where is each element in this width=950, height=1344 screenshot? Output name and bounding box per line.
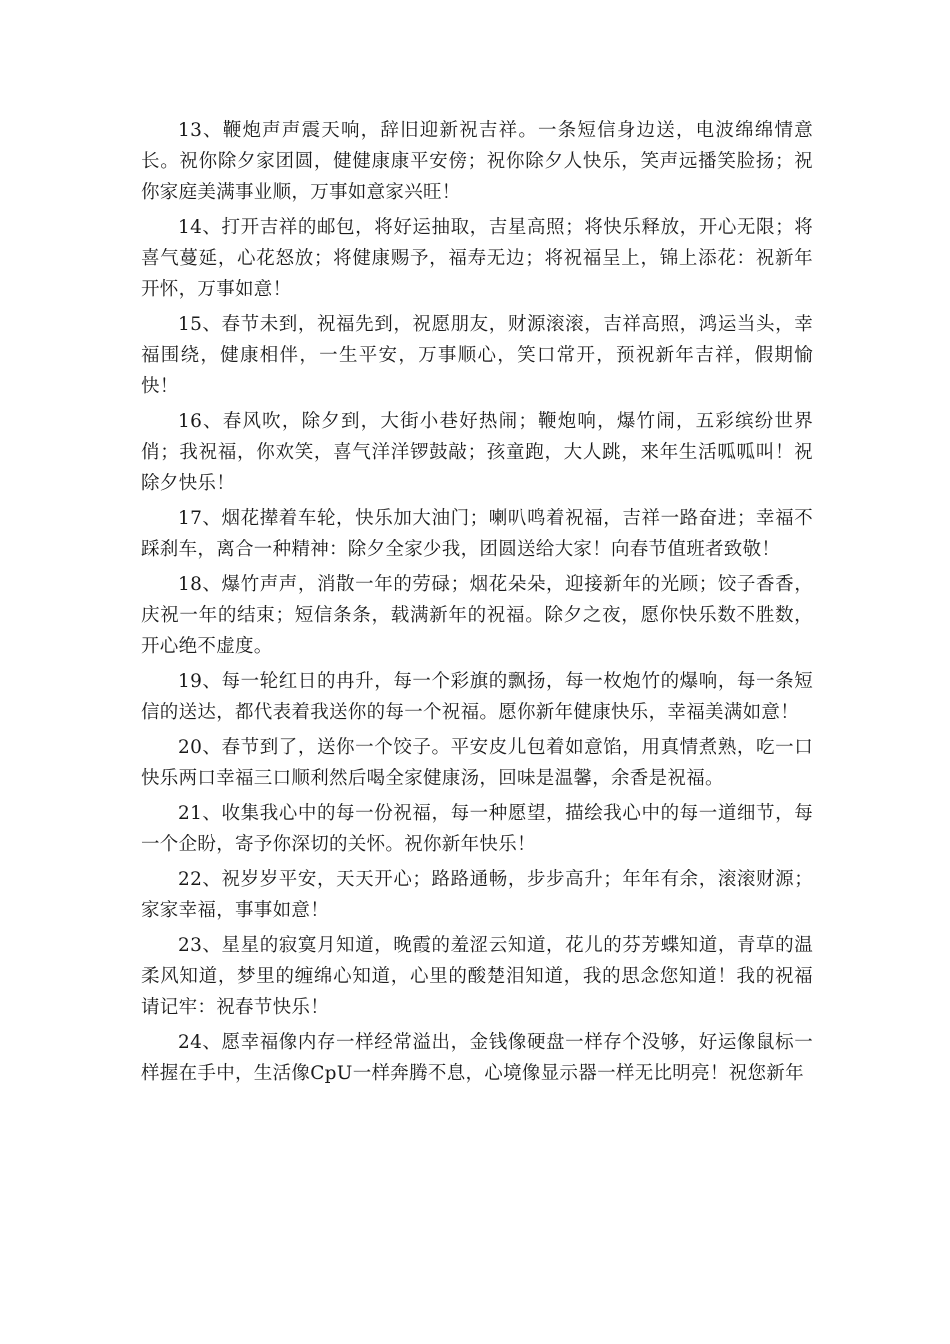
paragraph-17: 17、烟花撵着车轮，快乐加大油门；喇叭鸣着祝福，吉祥一路奋进；幸福不踩刹车，离合一种精神：除夕全家少我，团圆送给大家！向春节值班者致敬！ [141, 508, 813, 560]
paragraph-18: 18、爆竹声声，消散一年的劳碌；烟花朵朵，迎接新年的光顾；饺子香香，庆祝一年的结束；短信条条，载满新年的祝福。除夕之夜，愿你快乐数不胜数，开心绝不虚度。 [141, 574, 813, 657]
paragraph-13: 13、鞭炮声声震天响，辞旧迎新祝吉祥。一条短信身边送，电波绵绵情意长。祝你除夕家团圆，健健康康平安傍；祝你除夕人快乐，笑声远播笑脸扬；祝你家庭美满事业顺，万事如意家兴旺！ [141, 120, 813, 203]
document-page [141, 115, 813, 1093]
paragraph-15: 15、春节未到，祝福先到，祝愿朋友，财源滚滚，吉祥高照，鸿运当头，幸福围绕，健康相伴，一生平安，万事顺心，笑口常开，预祝新年吉祥，假期愉快！ [141, 314, 813, 397]
paragraph-20: 20、春节到了，送你一个饺子。平安皮儿包着如意馅，用真情煮熟，吃一口快乐两口幸福三口顺利然后喝全家健康汤，回味是温馨，余香是祝福。 [141, 737, 813, 789]
paragraph-21: 21、收集我心中的每一份祝福，每一种愿望，描绘我心中的每一道细节，每一个企盼，寄予你深切的关怀。祝你新年快乐！ [141, 803, 813, 855]
paragraph-16: 16、春风吹，除夕到，大街小巷好热闹；鞭炮响，爆竹闹，五彩缤纷世界俏；我祝福，你欢笑，喜气洋洋锣鼓敲；孩童跑，大人跳，来年生活呱呱叫！祝除夕快乐！ [141, 411, 813, 494]
paragraph-23: 23、星星的寂寞月知道，晚霞的羞涩云知道，花儿的芬芳蝶知道，青草的温柔风知道，梦里的缠绵心知道，心里的酸楚泪知道，我的思念您知道！我的祝福请记牢：祝春节快乐！ [141, 935, 813, 1018]
paragraph-22: 22、祝岁岁平安，天天开心；路路通畅，步步高升；年年有余，滚滚财源；家家幸福，事事如意！ [141, 869, 813, 921]
paragraph-24: 24、愿幸福像内存一样经常溢出，金钱像硬盘一样存个没够，好运像鼠标一样握在手中，生活像CpU一样奔腾不息，心境像显示器一样无比明亮！祝您新年 [141, 1032, 813, 1084]
paragraph-14: 14、打开吉祥的邮包，将好运抽取，吉星高照；将快乐释放，开心无限；将喜气蔓延，心花怒放；将健康赐予，福寿无边；将祝福呈上，锦上添花：祝新年开怀，万事如意！ [141, 217, 813, 300]
paragraph-19: 19、每一轮红日的冉升，每一个彩旗的飘扬，每一枚炮竹的爆响，每一条短信的送达，都代表着我送你的每一个祝福。愿你新年健康快乐，幸福美满如意！ [141, 671, 813, 723]
